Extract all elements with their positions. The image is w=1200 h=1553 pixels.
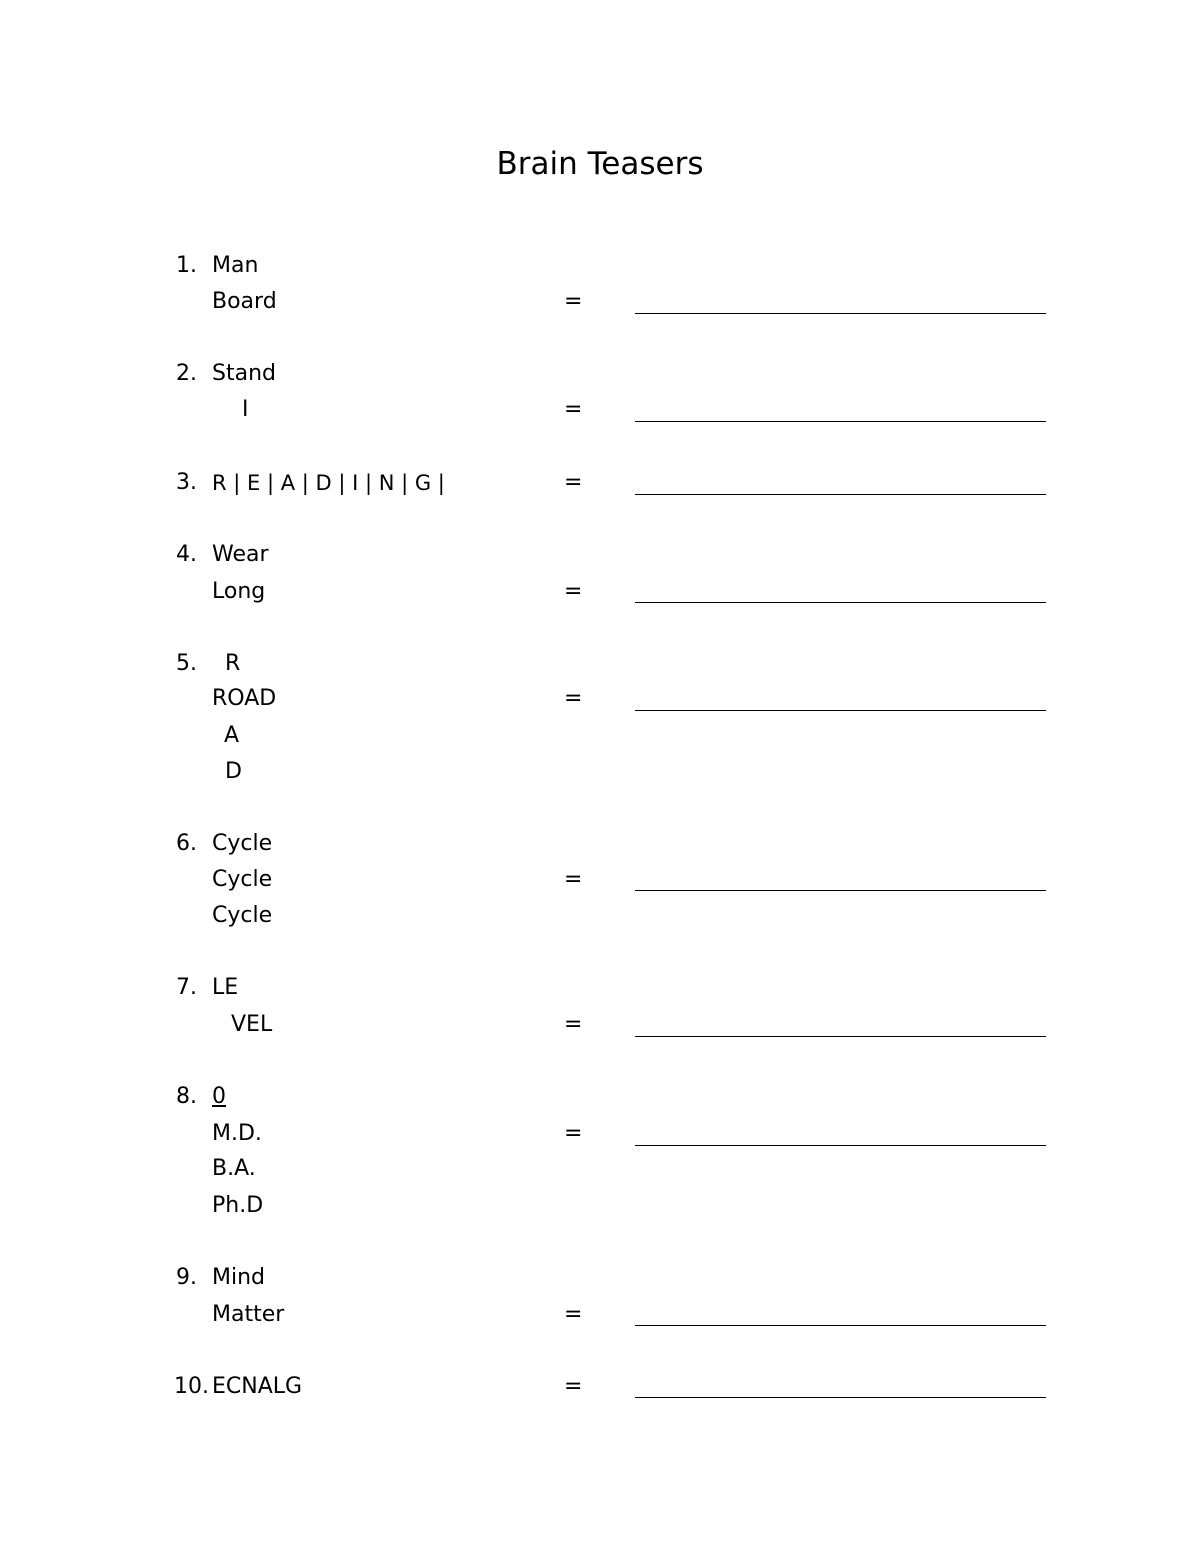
page-title: Brain Teasers <box>496 146 704 182</box>
answer-line[interactable] <box>635 421 1046 422</box>
answer-line[interactable] <box>635 313 1046 314</box>
puzzle-text: I <box>242 397 249 422</box>
puzzle-text: ROAD <box>212 686 277 711</box>
puzzle-text: Board <box>212 289 277 314</box>
answer-line[interactable] <box>635 1036 1046 1037</box>
puzzle-number: 8. <box>176 1084 197 1109</box>
puzzle-text: M.D. <box>212 1121 262 1146</box>
puzzle-number: 4. <box>176 542 197 567</box>
puzzle-text: Stand <box>212 361 276 386</box>
puzzle-text: D <box>225 759 242 784</box>
puzzle-number: 9. <box>176 1265 197 1290</box>
puzzle-number: 5. <box>176 651 197 676</box>
puzzle-text: Wear <box>212 542 269 567</box>
puzzle-number: 10. <box>174 1374 209 1399</box>
puzzle-text-underlined: 0 <box>212 1084 226 1109</box>
puzzle-text: Mind <box>212 1265 266 1290</box>
answer-line[interactable] <box>635 710 1046 711</box>
answer-line[interactable] <box>635 1145 1046 1146</box>
puzzle-text: Long <box>212 579 266 604</box>
equals-sign: = <box>564 470 583 495</box>
puzzle-number: 1. <box>176 253 197 278</box>
puzzle-text: R | E | A | D | I | N | G | <box>212 471 445 495</box>
answer-line[interactable] <box>635 1397 1046 1398</box>
puzzle-text: A <box>224 723 240 748</box>
answer-line[interactable] <box>635 494 1046 495</box>
puzzle-number: 3. <box>176 470 197 495</box>
answer-line[interactable] <box>635 602 1046 603</box>
puzzle-text: Cycle <box>212 867 273 892</box>
equals-sign: = <box>564 397 583 422</box>
puzzle-number: 2. <box>176 361 197 386</box>
equals-sign: = <box>564 1121 583 1146</box>
equals-sign: = <box>564 1302 583 1327</box>
equals-sign: = <box>564 1012 583 1037</box>
puzzle-text: VEL <box>231 1012 273 1037</box>
equals-sign: = <box>564 867 583 892</box>
equals-sign: = <box>564 1374 583 1399</box>
puzzle-number: 6. <box>176 831 197 856</box>
equals-sign: = <box>564 289 583 314</box>
puzzle-number: 7. <box>176 975 197 1000</box>
puzzle-text: Man <box>212 253 259 278</box>
equals-sign: = <box>564 686 583 711</box>
answer-line[interactable] <box>635 890 1046 891</box>
puzzle-text: B.A. <box>212 1156 256 1181</box>
puzzle-text: Ph.D <box>212 1193 264 1218</box>
puzzle-text: LE <box>212 975 239 1000</box>
answer-line[interactable] <box>635 1325 1046 1326</box>
puzzle-text: R <box>225 651 241 676</box>
puzzle-text: ECNALG <box>212 1374 303 1399</box>
equals-sign: = <box>564 579 583 604</box>
puzzle-text: Cycle <box>212 831 273 856</box>
puzzle-text: Matter <box>212 1302 285 1327</box>
puzzle-text: Cycle <box>212 903 273 928</box>
